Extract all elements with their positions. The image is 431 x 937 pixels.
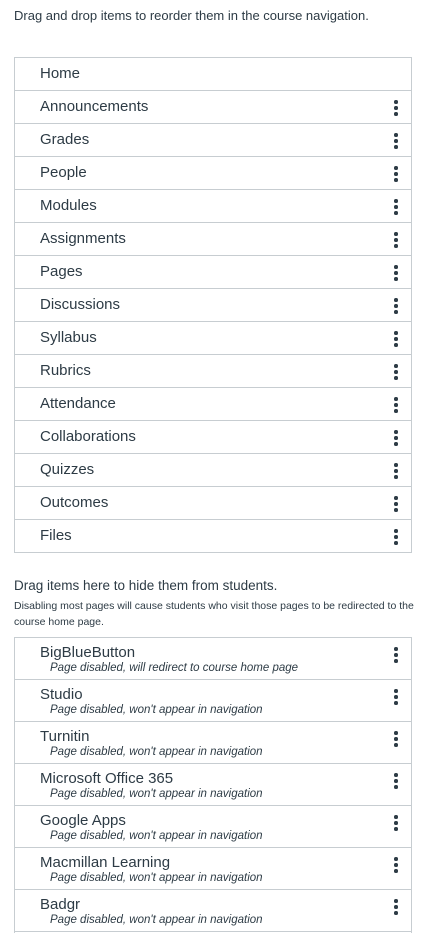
- kebab-menu-icon[interactable]: [391, 495, 401, 513]
- kebab-menu-icon[interactable]: [391, 297, 401, 315]
- hidden-nav-item-status: Page disabled, will redirect to course home page: [50, 662, 299, 674]
- nav-item-label: Pages: [40, 263, 83, 280]
- nav-item-home[interactable]: [15, 58, 411, 91]
- hidden-section-title: Drag items here to hide them from students.: [14, 578, 278, 593]
- nav-item-label: Modules: [40, 197, 97, 214]
- nav-item-label: Home: [40, 65, 81, 82]
- nav-item-discussions[interactable]: [15, 289, 411, 322]
- nav-item-modules[interactable]: [15, 190, 411, 223]
- kebab-menu-icon[interactable]: [391, 730, 401, 748]
- hidden-nav-item-status: Page disabled, won't appear in navigation: [50, 872, 263, 884]
- kebab-menu-icon[interactable]: [391, 772, 401, 790]
- nav-item-label: Assignments: [40, 230, 126, 247]
- nav-item-quizzes[interactable]: [15, 454, 411, 487]
- hidden-nav-item-label: BigBlueButton: [40, 644, 136, 661]
- hidden-nav-item-status: Page disabled, won't appear in navigation: [50, 746, 263, 758]
- nav-item-collaborations[interactable]: [15, 421, 411, 454]
- kebab-menu-icon[interactable]: [391, 528, 401, 546]
- hidden-nav-item-status: Page disabled, won't appear in navigation: [50, 830, 263, 842]
- hidden-nav-item-label: Badgr: [40, 896, 81, 913]
- kebab-menu-icon[interactable]: [391, 396, 401, 414]
- nav-item-label: Outcomes: [40, 494, 109, 511]
- kebab-menu-icon[interactable]: [391, 688, 401, 706]
- hidden-nav-item-microsoft-office-365[interactable]: [15, 764, 411, 806]
- hidden-nav-item-badgr[interactable]: [15, 890, 411, 932]
- nav-item-label: Rubrics: [40, 362, 91, 379]
- nav-item-label: Files: [40, 527, 72, 544]
- nav-item-label: Syllabus: [40, 329, 97, 346]
- nav-item-label: Grades: [40, 131, 90, 148]
- nav-item-people[interactable]: [15, 157, 411, 190]
- nav-item-attendance[interactable]: [15, 388, 411, 421]
- hidden-nav-item-label: Microsoft Office 365: [40, 770, 174, 787]
- nav-item-syllabus[interactable]: [15, 322, 411, 355]
- hidden-nav-item-bigbluebutton[interactable]: [15, 638, 411, 680]
- hidden-nav-item-status: Page disabled, won't appear in navigation: [50, 788, 263, 800]
- kebab-menu-icon[interactable]: [391, 462, 401, 480]
- nav-item-label: People: [40, 164, 87, 181]
- kebab-menu-icon[interactable]: [391, 165, 401, 183]
- hidden-section-note: Disabling most pages will cause students who visit those pages to be redirected to the course home page.: [14, 600, 414, 628]
- nav-item-grades[interactable]: [15, 124, 411, 157]
- kebab-menu-icon[interactable]: [391, 898, 401, 916]
- hidden-nav-item-turnitin[interactable]: [15, 722, 411, 764]
- hidden-nav-item-label: Macmillan Learning: [40, 854, 171, 871]
- hidden-nav-item-macmillan-learning[interactable]: [15, 848, 411, 890]
- hidden-nav-item-status: Page disabled, won't appear in navigation: [50, 704, 263, 716]
- hidden-nav-item-google-apps[interactable]: [15, 806, 411, 848]
- nav-item-label: Announcements: [40, 98, 149, 115]
- kebab-menu-icon[interactable]: [391, 856, 401, 874]
- hidden-nav-item-status: Page disabled, won't appear in navigation: [50, 914, 263, 926]
- navigation-instructions: Drag and drop items to reorder them in the course navigation.: [14, 8, 369, 23]
- nav-item-pages[interactable]: [15, 256, 411, 289]
- kebab-menu-icon[interactable]: [391, 99, 401, 117]
- nav-item-label: Discussions: [40, 296, 121, 313]
- kebab-menu-icon[interactable]: [391, 429, 401, 447]
- nav-item-announcements[interactable]: [15, 91, 411, 124]
- nav-item-label: Collaborations: [40, 428, 136, 445]
- kebab-menu-icon[interactable]: [391, 330, 401, 348]
- kebab-menu-icon[interactable]: [391, 646, 401, 664]
- nav-item-label: Attendance: [40, 395, 116, 412]
- nav-item-label: Quizzes: [40, 461, 95, 478]
- kebab-menu-icon[interactable]: [391, 231, 401, 249]
- kebab-menu-icon[interactable]: [391, 132, 401, 150]
- nav-item-rubrics[interactable]: [15, 355, 411, 388]
- nav-item-outcomes[interactable]: [15, 487, 411, 520]
- kebab-menu-icon[interactable]: [391, 814, 401, 832]
- nav-item-assignments[interactable]: [15, 223, 411, 256]
- enabled-navigation-list: [14, 57, 412, 553]
- kebab-menu-icon[interactable]: [391, 198, 401, 216]
- hidden-nav-item-label: Studio: [40, 686, 83, 703]
- kebab-menu-icon[interactable]: [391, 264, 401, 282]
- hidden-nav-item-label: Turnitin: [40, 728, 90, 745]
- nav-item-files[interactable]: [15, 520, 411, 553]
- disabled-navigation-list: [14, 637, 412, 933]
- hidden-nav-item-label: Google Apps: [40, 812, 126, 829]
- kebab-menu-icon[interactable]: [391, 363, 401, 381]
- hidden-nav-item-studio[interactable]: [15, 680, 411, 722]
